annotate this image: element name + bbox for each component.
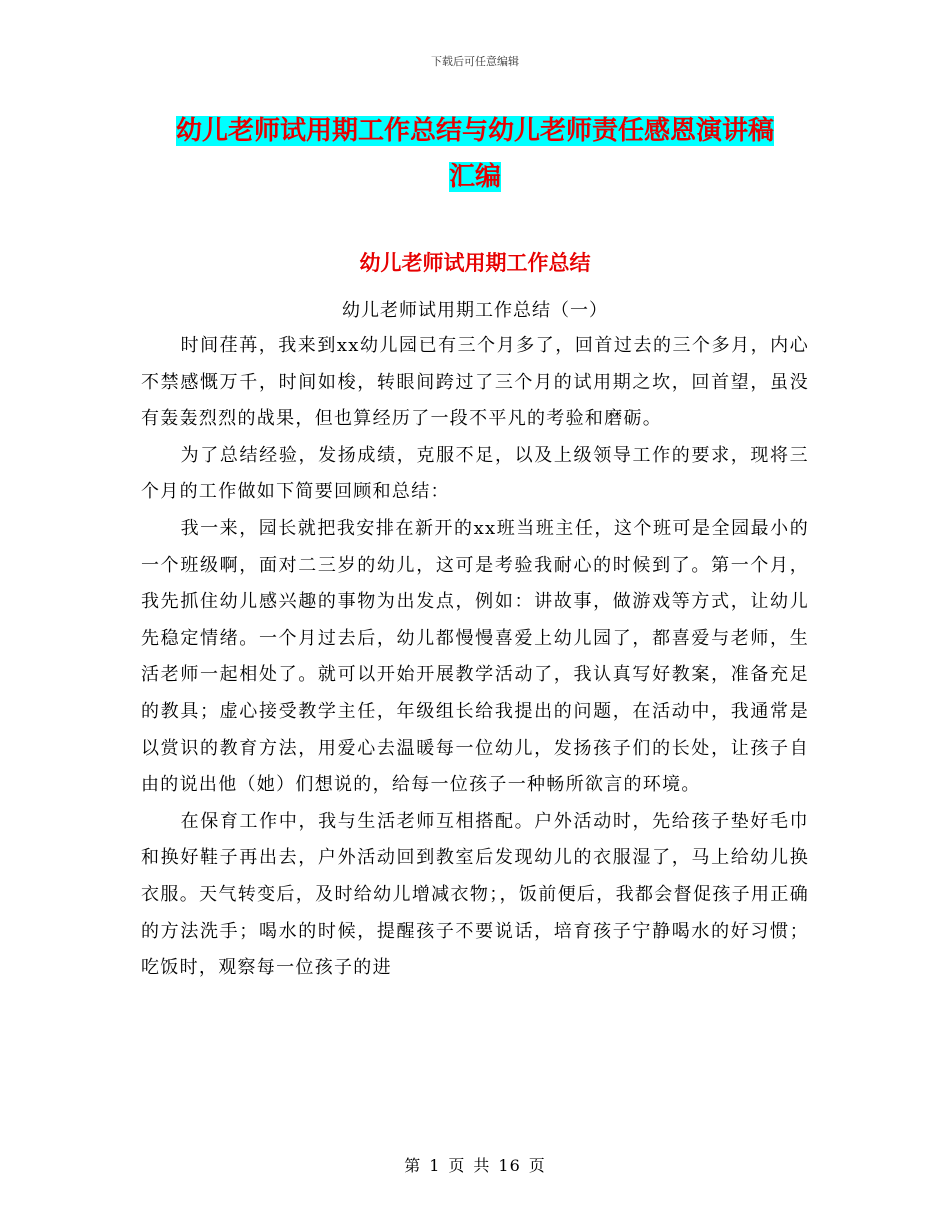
footer-total-word: 共 xyxy=(473,1156,491,1175)
section-title: 幼儿老师试用期工作总结 xyxy=(359,250,591,275)
document-title-line2: 汇编 xyxy=(448,162,501,192)
paragraph: 在保育工作中，我与生活老师互相搭配。户外活动时，先给孩子垫好毛巾和换好鞋子再出去，户外活动回到教室后发现幼儿的衣服湿了，马上给幼儿换衣服。天气转变后，及时给幼儿增减衣物；，饭前便后，我都会督促孩子用正确的方法洗手；喝水的时候，提醒孩子不要说话，培育孩子宁静喝水的好习惯；吃饭时，观察每一位孩子的进 xyxy=(141,810,809,979)
page-footer xyxy=(0,1153,950,1176)
footer-page-word: 页 xyxy=(448,1156,466,1175)
document-title-line1: 幼儿老师试用期工作总结与幼儿老师责任感恩演讲稿 xyxy=(175,116,774,146)
paragraph: 时间荏苒，我来到xx幼儿园已有三个月多了，回首过去的三个多月，内心不禁感慨万千，时间如梭，转眼间跨过了三个月的试用期之坎，回首望，虽没有轰轰烈烈的战果，但也算经历了一段不平凡的考验和磨砺。 xyxy=(141,335,809,430)
footer-prefix: 第 xyxy=(404,1156,422,1175)
paragraph: 我一来，园长就把我安排在新开的xx班当班主任，这个班可是全园最小的一个班级啊，面对二三岁的幼儿，这可是考验我耐心的时候到了。第一个月，我先抓住幼儿感兴趣的事物为出发点，例如：讲故事，做游戏等方式，让幼儿先稳定情绪。一个月过去后，幼儿都慢慢喜爱上幼儿园了，都喜爱与老师，生活老师一起相处了。就可以开始开展教学活动了，我认真写好教案，准备充足的教具；虚心接受教学主任，年级组长给我提出的问题，在活动中，我通常是以赏识的教育方法，用爱心去温暖每一位幼儿，发扬孩子们的长处，让孩子自由的说出他（她）们想说的，给每一位孩子一种畅所欲言的环境。 xyxy=(141,517,809,796)
footer-suffix: 页 xyxy=(528,1156,546,1175)
body-text xyxy=(141,328,809,987)
footer-total-pages: 16 xyxy=(498,1156,521,1175)
paragraph: 为了总结经验，发扬成绩，克服不足，以及上级领导工作的要求，现将三个月的工作做如下简要回顾和总结： xyxy=(141,444,809,503)
document-title xyxy=(140,108,810,200)
footer-current-page: 1 xyxy=(429,1156,441,1175)
sub-title: 幼儿老师试用期工作总结（一） xyxy=(342,300,608,321)
header-note: 下载后可任意编辑 xyxy=(431,55,519,68)
